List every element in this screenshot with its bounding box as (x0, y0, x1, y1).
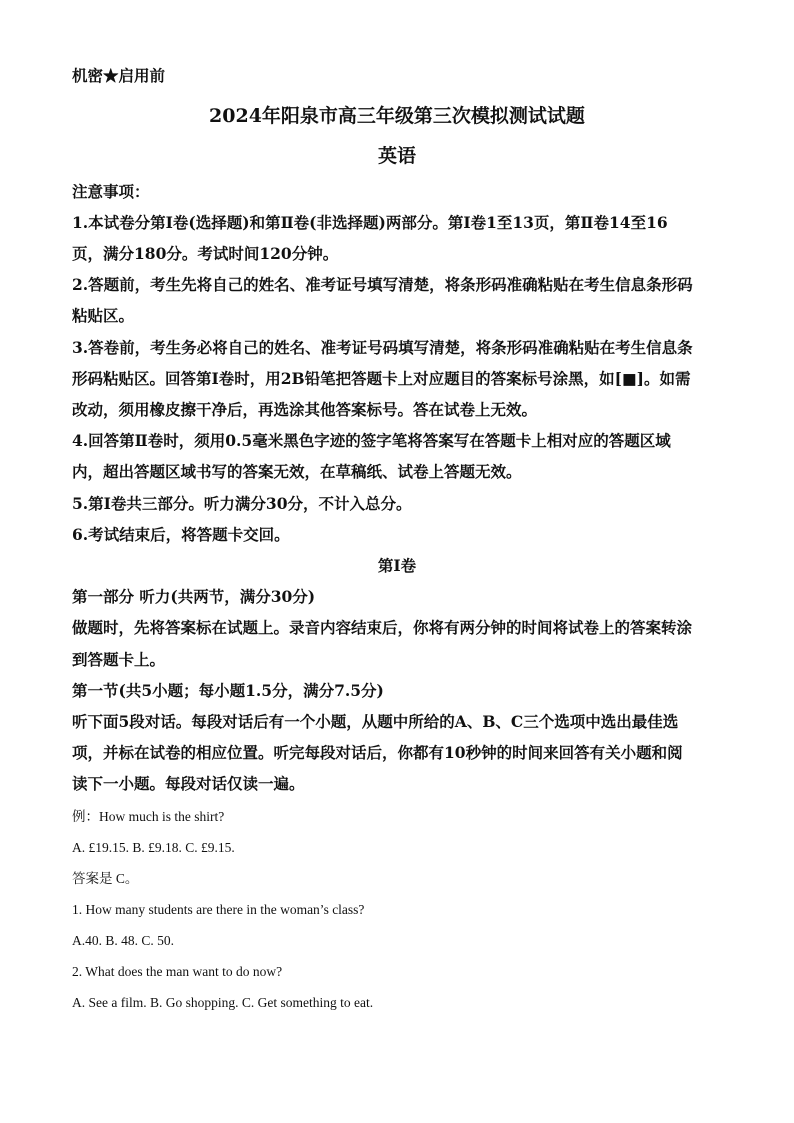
section1-instruction: 读下一小题。每段对话仅读一遍。 (72, 774, 305, 793)
notes-line: 5.第Ⅰ卷共三部分。听力满分30分，不计入总分。 (72, 494, 412, 513)
question-1-options: A.40. B. 48. C. 50. (72, 933, 175, 948)
example-question: 例：How much is the shirt? (72, 809, 225, 824)
confidential-label: 机密★启用前 (72, 66, 166, 85)
notes-heading: 注意事项： (72, 182, 150, 201)
example-options: A. £19.15. B. £9.18. C. £9.15. (72, 840, 235, 855)
question-2: 2. What does the man want to do now? (72, 964, 283, 979)
notes-line: 3.答卷前，考生务必将自己的姓名、准考证号码填写清楚，将条形码准确粘贴在考生信息条 (72, 338, 693, 357)
notes-line: 内，超出答题区域书写的答案无效，在草稿纸、试卷上答题无效。 (72, 462, 522, 481)
subject-title: 英语 (377, 145, 416, 167)
part1-instruction: 到答题卡上。 (72, 650, 166, 669)
question-1: 1. How many students are there in the woman’s class? (72, 902, 365, 917)
section1-instruction: 听下面5段对话。每段对话后有一个小题，从题中所给的A、B、C三个选项中选出最佳选 (72, 712, 679, 731)
section1-instruction: 项，并标在试卷的相应位置。听完每段对话后，你都有10秒钟的时间来回答有关小题和阅 (72, 743, 683, 762)
question-2-options: A. See a film. B. Go shopping. C. Get something to eat. (72, 995, 374, 1010)
volume-label: 第Ⅰ卷 (377, 556, 417, 575)
notes-line: 1.本试卷分第Ⅰ卷(选择题)和第Ⅱ卷(非选择题)两部分。第Ⅰ卷1至13页，第Ⅱ卷14至16 (72, 213, 668, 232)
notes-line: 页，满分180分。考试时间120分钟。 (72, 244, 339, 263)
example-answer: 答案是 C。 (72, 871, 139, 886)
notes-line: 2.答题前，考生先将自己的姓名、准考证号填写清楚，将条形码准确粘贴在考生信息条形码 (72, 275, 693, 294)
exam-title: 2024年阳泉市高三年级第三次模拟测试试题 (209, 105, 585, 127)
part1-heading: 第一部分 听力(共两节，满分30分) (72, 587, 316, 606)
notes-line: 4.回答第Ⅱ卷时，须用0.5毫米黑色字迹的签字笔将答案写在答题卡上相对应的答题区域 (72, 431, 671, 450)
part1-instruction: 做题时，先将答案标在试题上。录音内容结束后，你将有两分钟的时间将试卷上的答案转涂 (72, 618, 693, 637)
section1-heading: 第一节(共5小题；每小题1.5分，满分7.5分) (72, 681, 384, 700)
notes-line: 粘贴区。 (72, 306, 135, 325)
notes-line: 形码粘贴区。回答第Ⅰ卷时，用2B铅笔把答题卡上对应题目的答案标号涂黑，如[■]。如需 (72, 369, 691, 388)
notes-line: 6.考试结束后，将答题卡交回。 (72, 525, 290, 544)
notes-line: 改动，须用橡皮擦干净后，再选涂其他答案标号。答在试卷上无效。 (72, 400, 538, 419)
